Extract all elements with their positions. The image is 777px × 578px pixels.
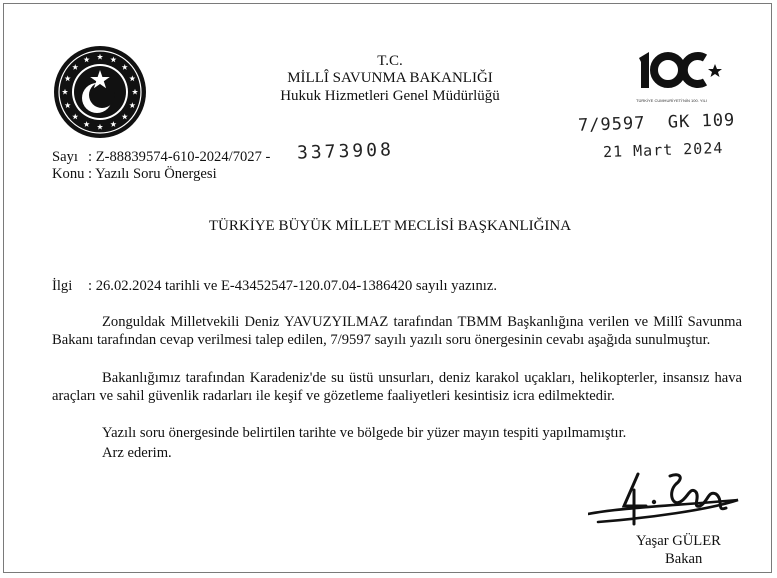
paragraph-3 <box>52 424 742 442</box>
paragraph-2-text: Bakanlığımız tarafından Karadeniz'de su üstü unsurları, deniz karakol uçakları, helikopterler, insansız hava araçları ve sahil güvenlik radarları ile keşif ve gözetleme faaliyetleri kesintisiz icra edilmektedir. <box>52 370 742 404</box>
signatory-name: Yaşar GÜLER <box>636 533 721 549</box>
signature-icon <box>588 462 748 540</box>
addressee: TÜRKİYE BÜYÜK MİLLET MECLİSİ BAŞKANLIĞINA <box>208 218 572 234</box>
ilgi-label: İlgi <box>52 278 73 294</box>
header-ministry: MİLLÎ SAVUNMA BAKANLIĞI <box>287 70 493 86</box>
signatory-title: Bakan <box>665 551 703 567</box>
handwritten-date: 21 Mart 2024 <box>602 138 724 162</box>
centennial-caption: TÜRKİYE CUMHURİYETİ'NİN 100. YILI <box>636 98 707 103</box>
header-department: Hukuk Hizmetleri Genel Müdürlüğü <box>280 88 500 104</box>
header-tc: T.C. <box>377 53 403 69</box>
ministry-emblem-icon <box>52 44 148 140</box>
paragraph-1 <box>52 313 742 349</box>
konu-value: : Yazılı Soru Önergesi <box>88 166 217 182</box>
sayi-value: : Z-88839574-610-2024/7027 - <box>88 149 271 165</box>
paragraph-4 <box>52 444 742 462</box>
handwritten-ref-no: 7/9597 GK 109 <box>577 110 736 136</box>
paragraph-1-text: Zonguldak Milletvekili Deniz YAVUZYILMAZ tarafından TBMM Başkanlığına verilen ve Millî Savunma Bakanı tarafından cevap verilmesi talep edilen, 7/9597 sayılı yazılı soru önergesinin cevabı aşağıda sunulmuştur. <box>52 314 742 348</box>
sayi-label: Sayı <box>52 149 78 165</box>
ilgi-value: : 26.02.2024 tarihli ve E-43452547-120.07.04-1386420 sayılı yazınız. <box>88 278 497 294</box>
handwritten-sayi-suffix: 3373908 <box>296 139 395 164</box>
paragraph-2 <box>52 369 742 405</box>
konu-label: Konu <box>52 166 85 182</box>
paragraph-4-text: Arz ederim. <box>102 445 172 461</box>
paragraph-3-text: Yazılı soru önergesinde belirtilen tarihte ve bölgede bir yüzer mayın tespiti yapılmamıştır. <box>102 425 627 441</box>
centennial-logo-icon <box>633 48 725 102</box>
